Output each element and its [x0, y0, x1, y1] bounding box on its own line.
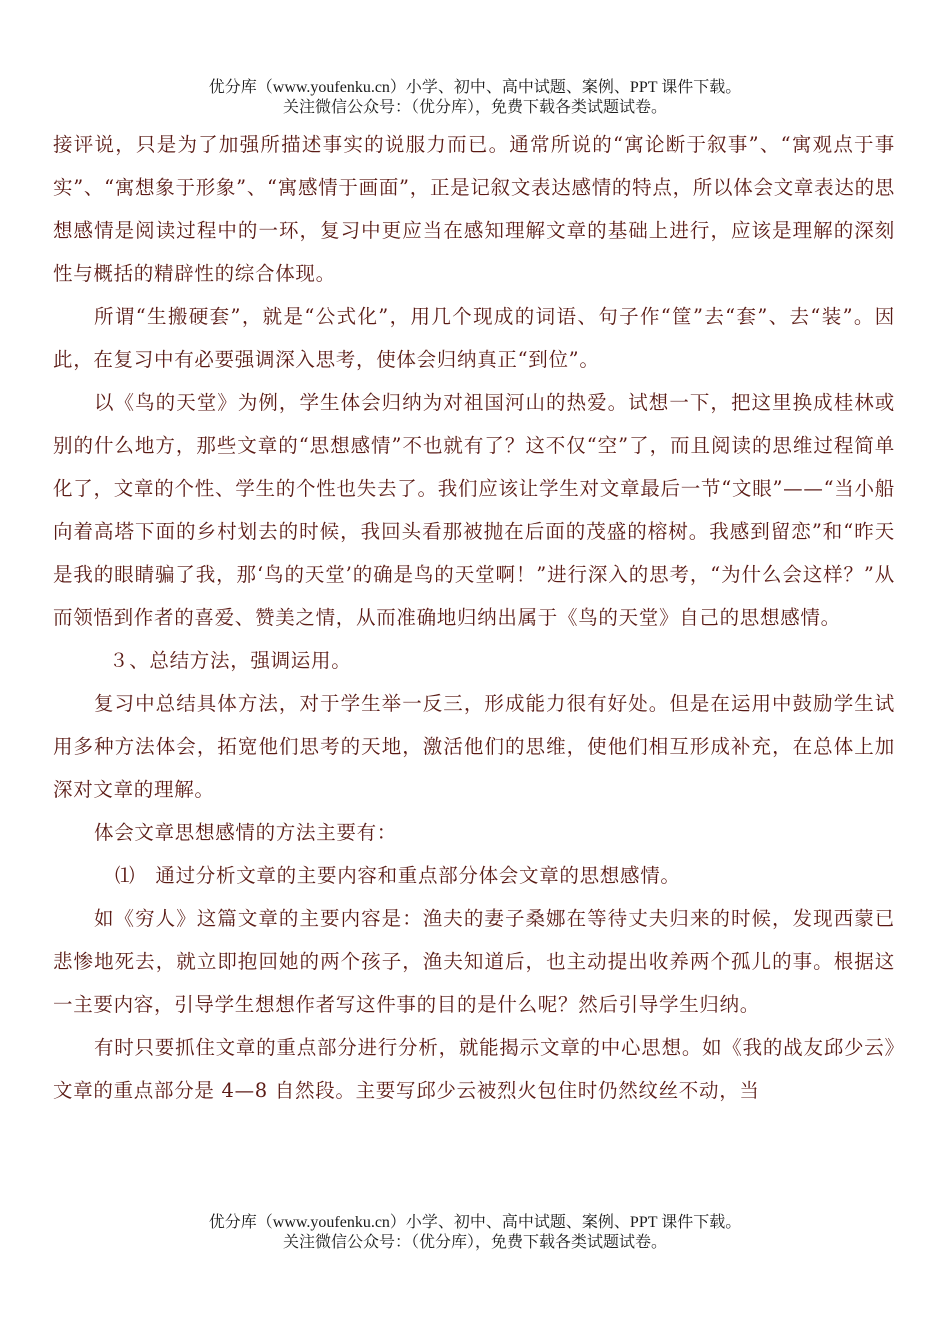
document-body [53, 123, 895, 1112]
paragraph-2: 所谓“生搬硬套”，就是“公式化”，用几个现成的词语、句子作“筐”去“套”、去“装”。因此，在复习中有必要强调深入思考，使体会归纳真正“到位”。 [53, 305, 895, 371]
page-footer [0, 1213, 950, 1253]
paragraph-6: 体会文章思想感情的方法主要有： [94, 821, 398, 844]
paragraph-5: 复习中总结具体方法，对于学生举一反三，形成能力很有好处。但是在运用中鼓励学生试用多种方法体会，拓宽他们思考的天地，激活他们的思维，使他们相互形成补充，在总体上加深对文章的理解。 [53, 692, 895, 801]
paragraph-9: 有时只要抓住文章的重点部分进行分析，就能揭示文章的中心思想。如《我的战友邱少云》文章的重点部分是 4—8 自然段。主要写邱少云被烈火包住时仍然纹丝不动，当 [53, 1036, 895, 1102]
method-item-1: ⑴ 通过分析文章的主要内容和重点部分体会文章的思想感情。 [115, 864, 681, 887]
footer-line-1: 优分库（www.youfenku.cn）小学、初中、高中试题、案例、PPT 课件下载。 [208, 1214, 742, 1231]
page-header [0, 78, 950, 118]
paragraph-8: 如《穷人》这篇文章的主要内容是：渔夫的妻子桑娜在等待丈夫归来的时候，发现西蒙已悲惨地死去，就立即抱回她的两个孩子，渔夫知道后，也主动提出收养两个孤儿的事。根据这一主要内容，引导学生想想作者写这件事的目的是什么呢？然后引导学生归纳。 [53, 907, 895, 1016]
section-heading: ３、总结方法，强调运用。 [109, 649, 352, 672]
header-line-1: 优分库（www.youfenku.cn）小学、初中、高中试题、案例、PPT 课件下载。 [208, 79, 742, 96]
paragraph-1: 接评说，只是为了加强所描述事实的说服力而已。通常所说的“寓论断于叙事”、“寓观点于事实”、“寓想象于形象”、“寓感情于画面”，正是记叙文表达感情的特点，所以体会文章表达的思想感情是阅读过程中的一环，复习中更应当在感知理解文章的基础上进行，应该是理解的深刻性与概括的精辟性的综合体现。 [53, 133, 895, 285]
paragraph-3: 以《鸟的天堂》为例，学生体会归纳为对祖国河山的热爱。试想一下，把这里换成桂林或别的什么地方，那些文章的“思想感情”不也就有了？这不仅“空”了，而且阅读的思维过程简单化了，文章的个性、学生的个性也失去了。我们应该让学生对文章最后一节“文眼”——“当小船向着高塔下面的乡村划去的时候，我回头看那被抛在后面的茂盛的榕树。我感到留恋”和“昨天是我的眼睛骗了我，那‘鸟的天堂’的确是鸟的天堂啊！”进行深入的思考，“为什么会这样？”从而领悟到作者的喜爱、赞美之情，从而准确地归纳出属于《鸟的天堂》自己的思想感情。 [53, 391, 895, 629]
footer-line-2: 关注微信公众号：（优分库），免费下载各类试题试卷。 [282, 1234, 667, 1251]
header-line-2: 关注微信公众号：（优分库），免费下载各类试题试卷。 [282, 99, 667, 116]
